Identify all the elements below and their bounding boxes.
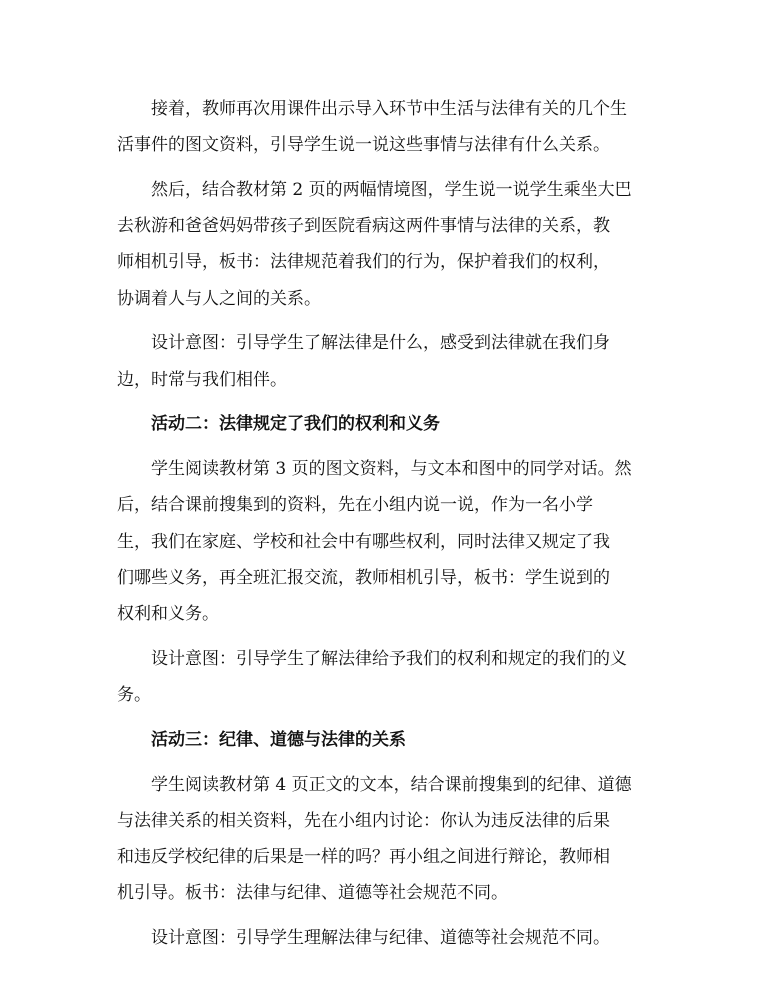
paragraph-textbook-scenes: 然后，结合教材第 2 页的两幅情境图，学生说一说学生乘坐大巴 去秋游和爸爸妈妈带孩子到医院看病这两件事情与法律的关系，教 师相机引导，板书：法律规范着我们的行为，保护着我们的权利， 协调着人与人之间的关系。 [117,180,632,309]
paragraph-rights-duties: 学生阅读教材第 3 页的图文资料，与文本和图中的同学对话。然 后，结合课前搜集到的资料，先在小组内说一说，作为一名小学 生，我们在家庭、学校和社会中有哪些权利，同时法律又规定了我 们哪些义务，再全班汇报交流，教师相机引导，板书：学生说到的 权利和义务。 [117,459,632,625]
paragraph-discipline-morality-law: 学生阅读教材第 4 页正文的文本，结合课前搜集到的纪律、道德 与法律关系的相关资料，先在小组内讨论：你认为违反法律的后果 和违反学校纪律的后果是一样的吗？再小组之间进行辩论，教师相 机引导。板书：法律与纪律、道德等社会规范不同。 [117,774,632,904]
heading-activity-three: 活动三：纪律、道德与法律的关系 [151,729,406,750]
heading-activity-two: 活动二：法律规定了我们的权利和义务 [151,414,440,435]
paragraph-design-intent-2: 设计意图：引导学生了解法律给予我们的权利和规定的我们的义 务。 [117,648,627,706]
paragraph-design-intent-3: 设计意图：引导学生理解法律与纪律、道德等社会规范不同。 [151,928,610,949]
paragraph-intro-life-events: 接着，教师再次用课件出示导入环节中生活与法律有关的几个生 活事件的图文资料，引导学生说一说这些事情与法律有什么关系。 [117,99,627,156]
paragraph-design-intent-1: 设计意图：引导学生了解法律是什么，感受到法律就在我们身 边，时常与我们相伴。 [117,333,610,390]
document-page [117,91,665,965]
